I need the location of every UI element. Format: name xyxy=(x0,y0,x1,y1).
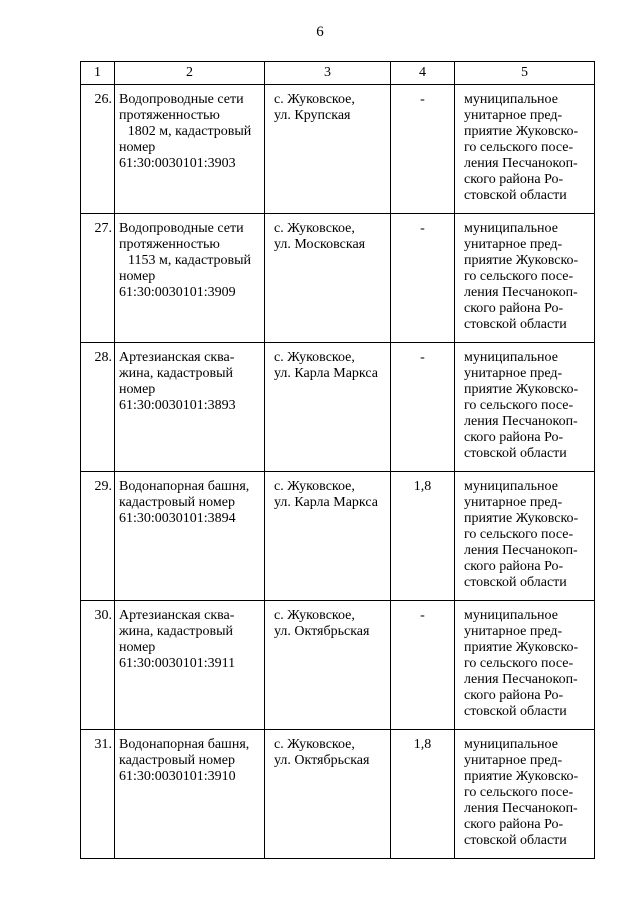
address-line: с. Жуковское, xyxy=(274,608,355,623)
object-name-line: Водонапорная башня, xyxy=(119,737,250,752)
object-name-line: Артезианская сква- xyxy=(119,608,235,623)
object-name-line: 61:30:0030101:3909 xyxy=(119,285,236,300)
object-value: - xyxy=(391,214,455,343)
owner-line: стовской области xyxy=(464,188,567,203)
object-owner xyxy=(455,472,595,601)
owner-line: ского района Ро- xyxy=(464,430,564,445)
object-value: - xyxy=(391,343,455,472)
address-line: ул. Октябрьская xyxy=(274,753,370,768)
owner-line: муниципальное xyxy=(464,92,558,107)
owner-line: ления Песчанокоп- xyxy=(464,156,578,171)
owner-line: ления Песчанокоп- xyxy=(464,285,578,300)
object-address xyxy=(265,472,391,601)
owner-line: муниципальное xyxy=(464,221,558,236)
header-col-2: 2 xyxy=(115,62,265,85)
owner-line: приятие Жуковско- xyxy=(464,511,579,526)
table-row xyxy=(81,214,595,343)
object-name-line: номер xyxy=(119,140,156,155)
object-name xyxy=(115,343,265,472)
object-name-line: 1802 м, кадастровый xyxy=(127,124,252,139)
address-line: ул. Крупская xyxy=(274,108,351,123)
object-name xyxy=(115,472,265,601)
object-address xyxy=(265,85,391,214)
object-owner xyxy=(455,343,595,472)
object-name-line: номер xyxy=(119,640,156,655)
object-name-line: Водонапорная башня, xyxy=(119,479,250,494)
row-number: 27. xyxy=(81,214,115,343)
table-row xyxy=(81,85,595,214)
owner-line: приятие Жуковско- xyxy=(464,124,579,139)
header-col-4: 4 xyxy=(391,62,455,85)
object-name-line: номер xyxy=(119,269,156,284)
owner-line: унитарное пред- xyxy=(464,366,563,381)
row-number: 31. xyxy=(81,730,115,859)
header-col-3: 3 xyxy=(265,62,391,85)
owner-line: го сельского посе- xyxy=(464,785,574,800)
owner-line: приятие Жуковско- xyxy=(464,253,579,268)
object-name xyxy=(115,730,265,859)
table-row xyxy=(81,601,595,730)
object-owner xyxy=(455,730,595,859)
owner-line: стовской области xyxy=(464,317,567,332)
owner-line: ского района Ро- xyxy=(464,559,564,574)
table-row xyxy=(81,343,595,472)
owner-line: го сельского посе- xyxy=(464,656,574,671)
table-row xyxy=(81,472,595,601)
owner-line: ления Песчанокоп- xyxy=(464,672,578,687)
address-line: с. Жуковское, xyxy=(274,92,355,107)
owner-line: приятие Жуковско- xyxy=(464,640,579,655)
object-value: 1,8 xyxy=(391,730,455,859)
address-line: ул. Октябрьская xyxy=(274,624,370,639)
object-name-line: протяженностью xyxy=(119,108,220,123)
page-number: 6 xyxy=(316,24,324,40)
owner-line: стовской области xyxy=(464,446,567,461)
owner-line: унитарное пред- xyxy=(464,495,563,510)
object-name-line: 1153 м, кадастровый xyxy=(128,253,251,268)
table-row xyxy=(81,730,595,859)
owner-line: унитарное пред- xyxy=(464,753,563,768)
owner-line: го сельского посе- xyxy=(464,398,574,413)
object-name-line: 61:30:0030101:3911 xyxy=(119,656,236,671)
owner-line: ского района Ро- xyxy=(464,301,564,316)
owner-line: муниципальное xyxy=(464,737,558,752)
owner-line: унитарное пред- xyxy=(464,237,563,252)
owner-line: стовской области xyxy=(464,575,567,590)
owner-line: унитарное пред- xyxy=(464,624,563,639)
owner-line: стовской области xyxy=(464,704,567,719)
object-name xyxy=(115,85,265,214)
object-name-line: 61:30:0030101:3894 xyxy=(119,511,236,526)
object-address xyxy=(265,601,391,730)
owner-line: стовской области xyxy=(464,833,567,848)
row-number: 30. xyxy=(81,601,115,730)
owner-line: ского района Ро- xyxy=(464,817,564,832)
object-name-line: кадастровый номер xyxy=(119,495,235,510)
address-line: с. Жуковское, xyxy=(274,737,355,752)
object-value: 1,8 xyxy=(391,472,455,601)
object-value: - xyxy=(391,601,455,730)
row-number: 29. xyxy=(81,472,115,601)
table-body xyxy=(81,85,595,859)
object-name-line: Водопроводные сети xyxy=(119,92,244,107)
object-address xyxy=(265,730,391,859)
object-name-line: 61:30:0030101:3903 xyxy=(119,156,236,171)
owner-line: муниципальное xyxy=(464,479,558,494)
object-name-line: 61:30:0030101:3893 xyxy=(119,398,236,413)
owner-line: ления Песчанокоп- xyxy=(464,801,578,816)
owner-line: ления Песчанокоп- xyxy=(464,414,578,429)
object-name-line: Артезианская сква- xyxy=(119,350,235,365)
object-address xyxy=(265,343,391,472)
owner-line: го сельского посе- xyxy=(464,140,574,155)
object-owner xyxy=(455,85,595,214)
object-name-line: номер xyxy=(119,382,156,397)
header-col-5: 5 xyxy=(455,62,595,85)
owner-line: ского района Ро- xyxy=(464,688,564,703)
object-value: - xyxy=(391,85,455,214)
address-line: ул. Карла Маркса xyxy=(274,495,378,510)
row-number: 26. xyxy=(81,85,115,214)
owner-line: муниципальное xyxy=(464,350,558,365)
object-address xyxy=(265,214,391,343)
object-name-line: протяженностью xyxy=(119,237,220,252)
object-name xyxy=(115,601,265,730)
object-name xyxy=(115,214,265,343)
owner-line: го сельского посе- xyxy=(464,527,574,542)
owner-line: го сельского посе- xyxy=(464,269,574,284)
object-name-line: 61:30:0030101:3910 xyxy=(119,769,236,784)
row-number: 28. xyxy=(81,343,115,472)
header-col-1: 1 xyxy=(81,62,115,85)
property-table xyxy=(80,61,595,859)
object-name-line: жина, кадастровый xyxy=(119,366,234,381)
owner-line: приятие Жуковско- xyxy=(464,382,579,397)
owner-line: ского района Ро- xyxy=(464,172,564,187)
table-header-row xyxy=(81,62,595,85)
object-owner xyxy=(455,601,595,730)
address-line: ул. Московская xyxy=(274,237,366,252)
object-name-line: жина, кадастровый xyxy=(119,624,234,639)
owner-line: ления Песчанокоп- xyxy=(464,543,578,558)
object-name-line: кадастровый номер xyxy=(119,753,235,768)
address-line: с. Жуковское, xyxy=(274,221,355,236)
address-line: с. Жуковское, xyxy=(274,350,355,365)
object-name-line: Водопроводные сети xyxy=(119,221,244,236)
owner-line: муниципальное xyxy=(464,608,558,623)
address-line: с. Жуковское, xyxy=(274,479,355,494)
object-owner xyxy=(455,214,595,343)
owner-line: унитарное пред- xyxy=(464,108,563,123)
address-line: ул. Карла Маркса xyxy=(274,366,378,381)
owner-line: приятие Жуковско- xyxy=(464,769,579,784)
